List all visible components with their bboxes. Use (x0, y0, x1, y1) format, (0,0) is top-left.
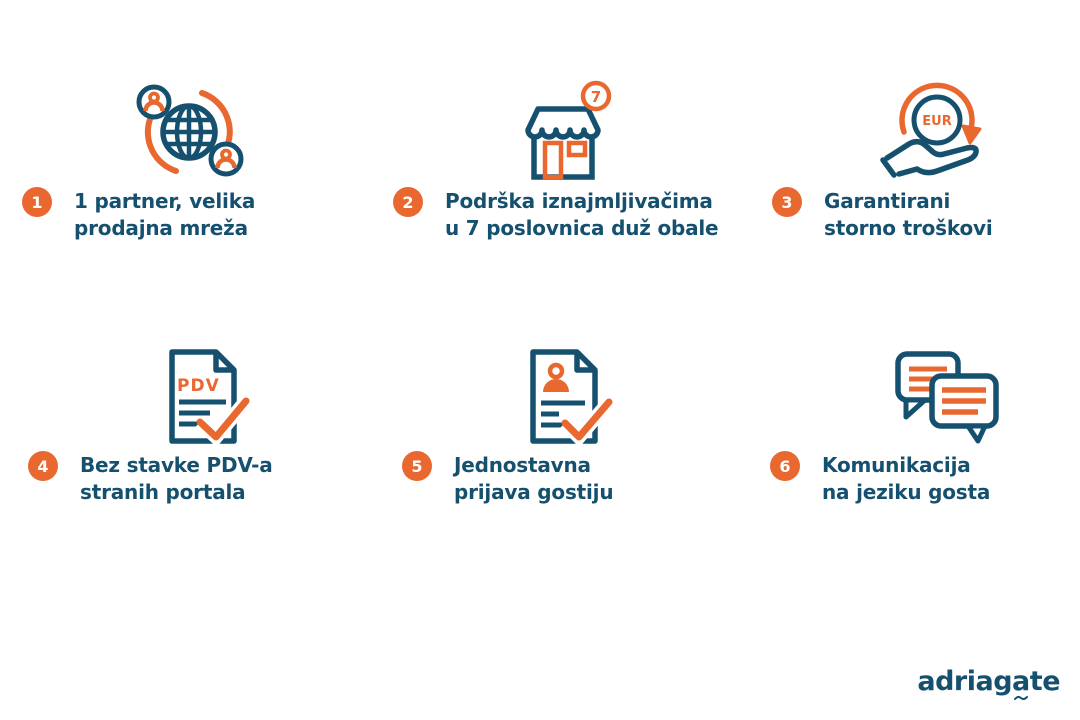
feature-item-1 (22, 80, 372, 242)
eur-coin-label: EUR (922, 114, 952, 129)
feature-item-5 (402, 344, 752, 506)
item-label: Bez stavke PDV-a stranih portala (80, 453, 273, 504)
item-number-badge: 1 (22, 187, 52, 217)
item-number-badge: 5 (402, 451, 432, 481)
pdv-label: PDV (177, 376, 220, 396)
item-label: Komunikacija na jeziku gosta (822, 453, 991, 504)
item-number-badge: 6 (770, 451, 800, 481)
adriagate-logo: adriaga te (917, 666, 1060, 697)
item-number-badge: 3 (772, 187, 802, 217)
branch-count-badge: 7 (590, 88, 602, 106)
item-label: Podrška iznajmljivačima u 7 poslovnica duž obale (445, 189, 719, 240)
globe-network-icon (124, 80, 254, 180)
feature-item-4 (28, 344, 378, 506)
wave-icon (1014, 695, 1028, 701)
user-badge-icon (139, 87, 169, 117)
item-label: Jednostavna prijava gostiju (454, 453, 614, 504)
pdv-document-check-icon (136, 344, 266, 444)
item-number-badge: 4 (28, 451, 58, 481)
item-label: 1 partner, velika prodajna mreža (74, 189, 256, 240)
item-label: Garantirani storno troškovi (824, 189, 993, 240)
feature-item-3 (772, 80, 1080, 242)
storefront-icon (498, 80, 628, 180)
feature-item-2 (393, 80, 743, 242)
item-number-badge: 2 (393, 187, 423, 217)
chat-bubbles-icon (876, 344, 1006, 444)
user-badge-icon (211, 144, 241, 174)
eur-refund-hand-icon (869, 80, 999, 180)
hand-icon (887, 142, 976, 174)
guest-document-check-icon (497, 344, 627, 444)
feature-item-6 (770, 344, 1080, 506)
